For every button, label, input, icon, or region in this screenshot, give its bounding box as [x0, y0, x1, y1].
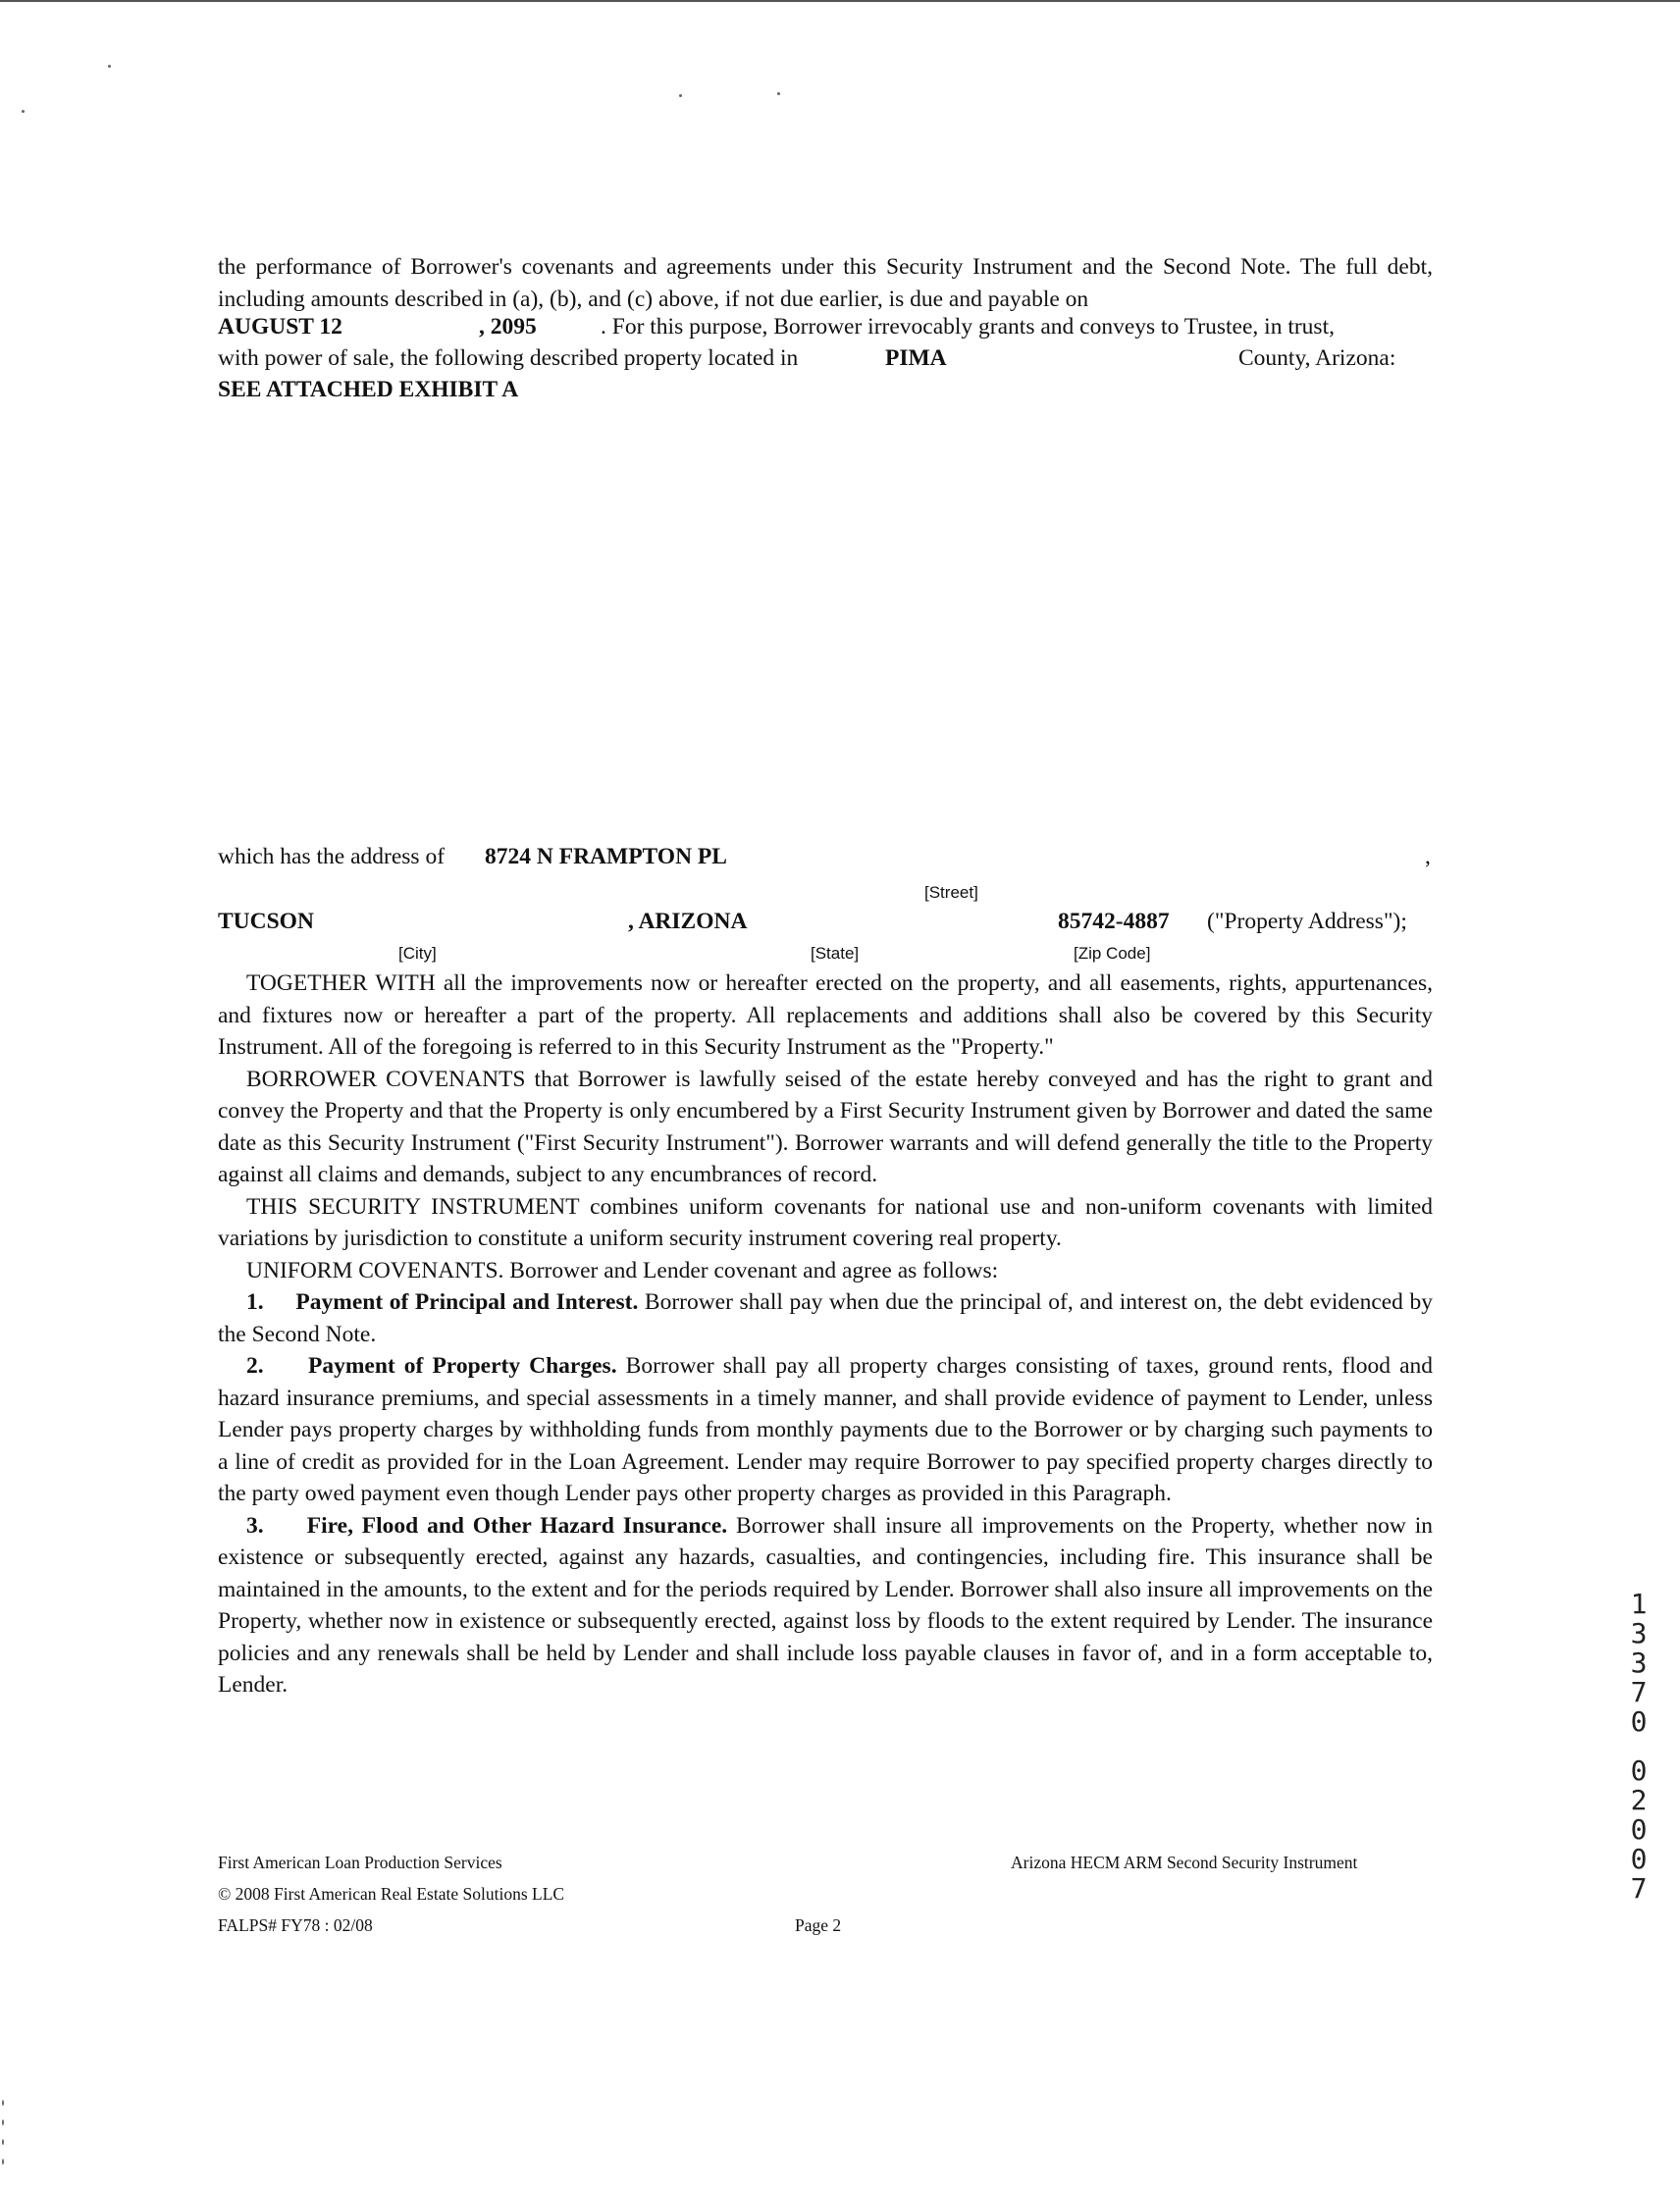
stamp-char: 3 [1630, 1617, 1648, 1649]
address-prefix: which has the address of [218, 844, 446, 869]
state-label: [State] [811, 944, 860, 963]
intro-block [218, 251, 1433, 315]
covenant-2-text: Borrower shall pay all property charges consisting of taxes, ground rents, flood and hazard insurance premiums, and special assessments in a timely manner, and shall provide evidence of payment to Lender, unless Lender pays property charges by withholding funds from monthly payments due to the Borrower or by charging such payments to a line of credit as provided for in the Loan Agreement. Lender may require Borrower to pay specified property charges directly to the party owed payment even though Lender pays other property charges as provided in this Paragraph. [218, 1353, 1434, 1506]
city-value: TUCSON [218, 909, 314, 934]
covenant-1-title: Payment of Principal and Interest. [295, 1289, 639, 1315]
due-date: AUGUST 12 [218, 314, 342, 340]
exhibit-reference [218, 377, 518, 403]
scan-mark [2, 2139, 4, 2145]
city-label: [City] [398, 944, 437, 963]
scan-speck [108, 65, 111, 68]
zip-code [1058, 909, 1170, 935]
intro-text: the performance of Borrower's covenants and agreements under this Security Instrument and the Second Note. The full debt, including amounts described in (a), (b), and (c) above, if not due earlier, is due and payable on [218, 254, 1433, 312]
zip-label: [Zip Code] [1074, 944, 1151, 963]
scan-mark [2, 2100, 4, 2106]
covenant-3-title: Fire, Flood and Other Hazard Insurance. [306, 1512, 728, 1539]
county-suffix: County, Arizona: [1238, 345, 1396, 371]
stamp-char: 0 [1630, 1843, 1648, 1875]
due-date-line [218, 314, 342, 340]
street-address [485, 844, 727, 870]
document-stamp-number [1619, 1590, 1658, 1904]
scan-speck [777, 92, 780, 95]
due-year-value: , 2095 [479, 314, 537, 340]
stamp-char: 7 [1630, 1872, 1648, 1905]
stamp-char: 0 [1630, 1705, 1648, 1738]
together-paragraph: TOGETHER WITH all the improvements now or hereafter erected on the property, and all easements, rights, appurtenances, and fixtures now or hereafter a part of the property. All replacements and additions shall also be covered by this Security Instrument. All of the foregoing is referred to in this Security Instrument as the "Property." [218, 970, 1433, 1060]
covenant-3-text: Borrower shall insure all improvements on the Property, whether now in existence or subsequently erected, against any hazards, casualties, and contingencies, including fire. This insurance shall be maintained in the amounts, to the extent and for the periods required by Lender. Borrower shall also insure all improvements on the Property, whether now in existence or subsequently erected, against loss by floods to the extent required by Lender. The insurance policies and any renewals shall be held by Lender and shall include loss payable clauses in favor of, and in a form acceptable to, Lender. [218, 1512, 1434, 1698]
borrower-covenants-paragraph: BORROWER COVENANTS that Borrower is lawfully seised of the estate hereby conveyed and has the right to grant and convey the Property and that the Property is only encumbered by a First Security Instrument given by Borrower and dated the same date as this Security Instrument ("First Security Instrument"). Borrower warrants and will defend generally the title to the Property against all claims and demands, subject to any encumbrances of record. [218, 1066, 1433, 1187]
footer-company: First American Loan Production Services [218, 1853, 502, 1872]
covenant-2 [218, 1350, 1433, 1510]
footer-copyright: © 2008 First American Real Estate Solutions LLC [218, 1884, 565, 1904]
scan-mark [2, 2120, 4, 2125]
address-comma: , [1425, 844, 1431, 869]
covenant-1-text: Borrower shall pay when due the principal of, and interest on, the debt evidenced by the Second Note. [218, 1289, 1433, 1347]
stamp-char: 0 [1630, 1813, 1648, 1846]
covenant-2-number: 2. [246, 1353, 264, 1379]
covenant-2-title: Payment of Property Charges. [307, 1353, 617, 1379]
scan-speck [22, 110, 25, 113]
state [628, 909, 747, 935]
scan-mark [2, 2159, 4, 2165]
footer-form-number: FALPS# FY78 : 02/08 [218, 1915, 373, 1935]
city [218, 909, 314, 935]
property-address-label: ("Property Address"); [1207, 909, 1407, 934]
street-label: [Street] [924, 883, 978, 902]
street-value: 8724 N FRAMPTON PL [485, 844, 727, 869]
page-top-edge [0, 0, 1680, 2]
stamp-char: 1 [1630, 1588, 1648, 1620]
footer-page-number: Page 2 [795, 1915, 842, 1935]
state-value: , ARIZONA [628, 909, 748, 934]
covenant-1-number: 1. [246, 1289, 264, 1315]
covenant-3-number: 3. [246, 1512, 264, 1539]
covenant-3 [218, 1510, 1433, 1701]
footer-document-title: Arizona HECM ARM Second Security Instrument [1011, 1853, 1358, 1872]
stamp-char [1619, 1737, 1658, 1756]
exhibit-value: SEE ATTACHED EXHIBIT A [218, 377, 519, 402]
scan-speck [679, 94, 682, 97]
stamp-char: 0 [1630, 1754, 1648, 1787]
body-paragraphs [218, 968, 1433, 1701]
this-instrument-paragraph: THIS SECURITY INSTRUMENT combines uniform covenants for national use and non-uniform covenants with limited variations by jurisdiction to constitute a uniform security instrument covering real property. [218, 1193, 1433, 1251]
grant-text: . For this purpose, Borrower irrevocably grants and conveys to Trustee, in trust, [601, 314, 1335, 340]
due-year [479, 314, 537, 340]
stamp-char: 7 [1630, 1676, 1648, 1708]
zip-value: 85742-4887 [1058, 909, 1170, 934]
stamp-char: 3 [1630, 1647, 1648, 1679]
uniform-covenants-paragraph: UNIFORM COVENANTS. Borrower and Lender covenant and agree as follows: [246, 1257, 999, 1283]
county-name [885, 345, 947, 372]
stamp-char: 2 [1630, 1784, 1648, 1816]
county-value: PIMA [885, 345, 947, 371]
covenant-1 [218, 1286, 1433, 1350]
property-location-text: with power of sale, the following described property located in [218, 345, 799, 371]
